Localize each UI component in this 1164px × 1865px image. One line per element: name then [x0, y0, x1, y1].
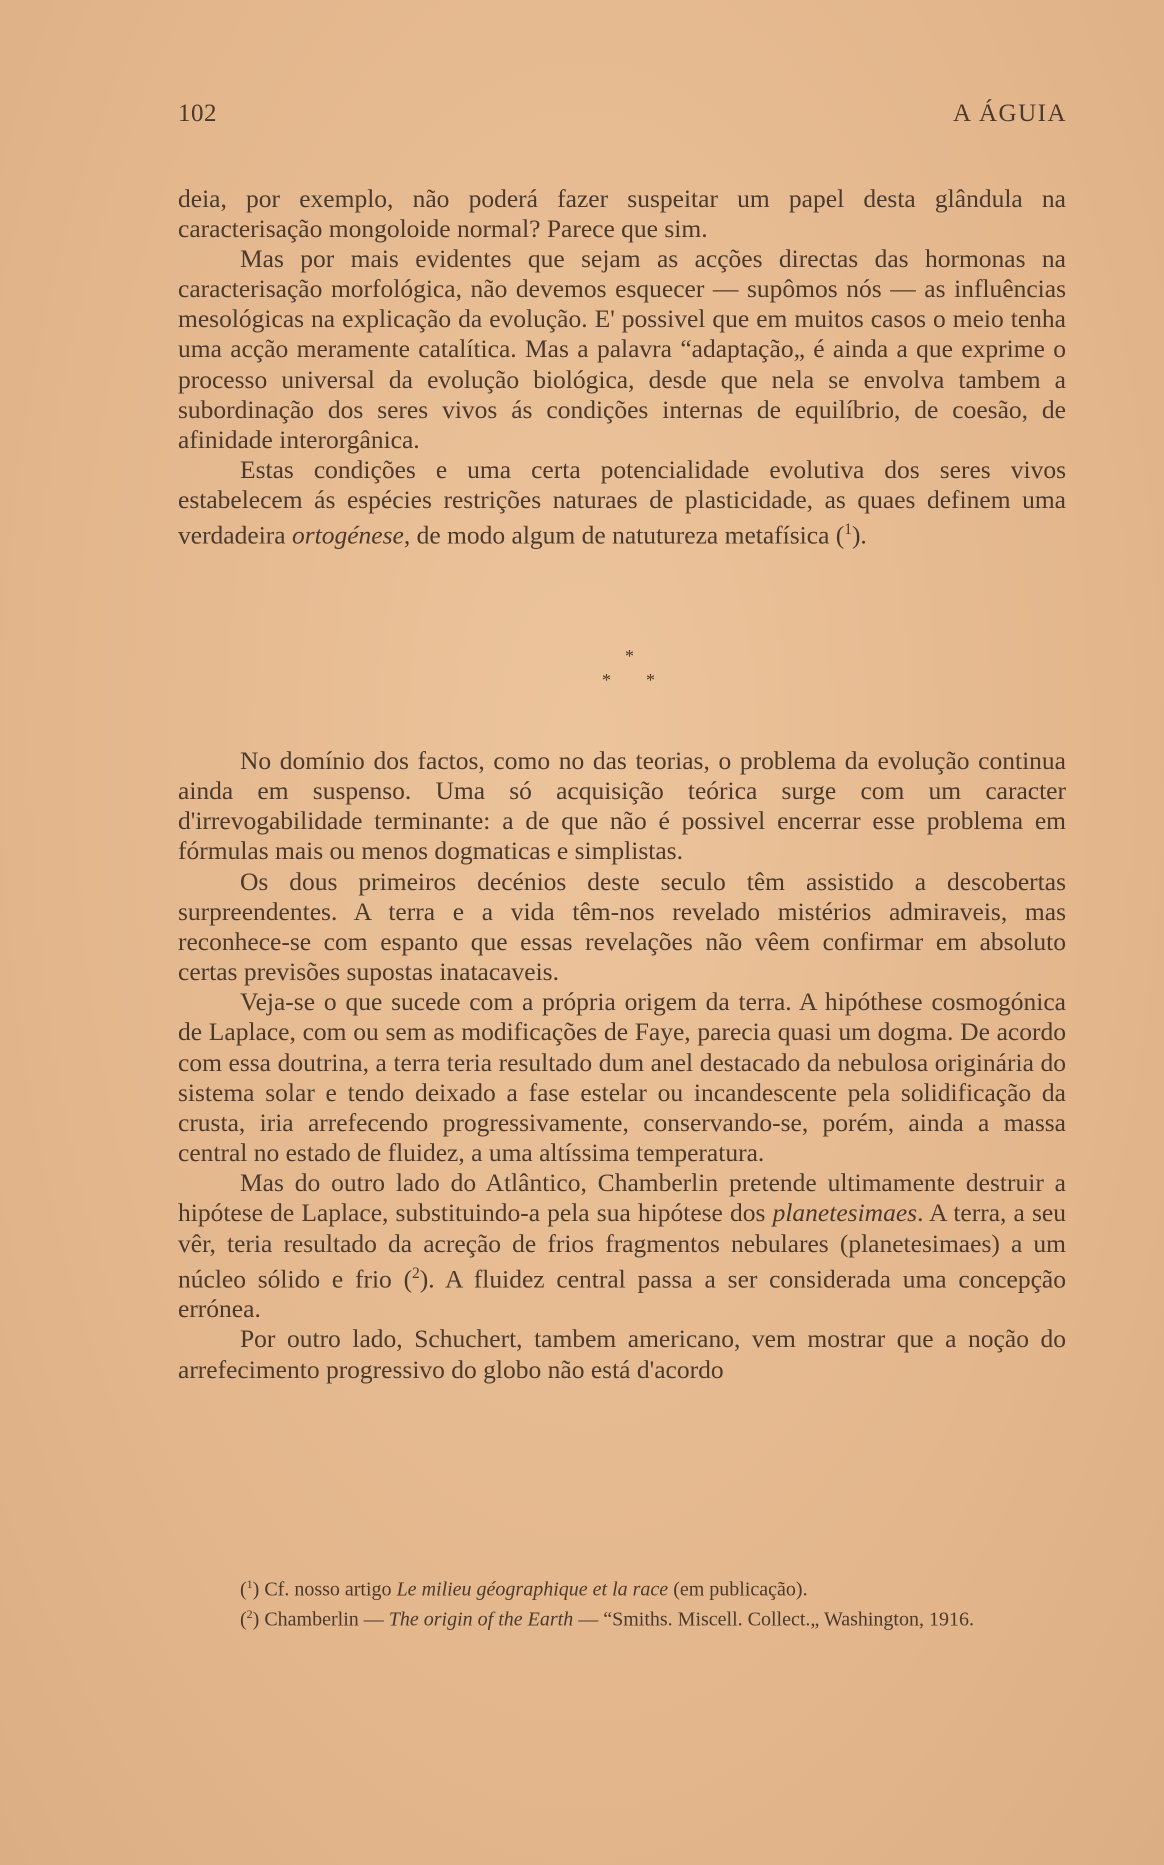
paragraph-text: ). [851, 520, 867, 550]
italic-title: The origin of the Earth [388, 1608, 574, 1631]
paragraph-text: Mas do outro lado do Atlântico, Chamberlin pretende ultimamente destruir a hipótese de Laplace, substituindo-a pela sua hipótese dos [178, 1168, 1066, 1228]
asterisk: * [602, 670, 611, 690]
footnote-text: — “Smiths. Miscell. Collect.„ Washington, 1916. [573, 1608, 974, 1631]
page-number: 102 [178, 100, 217, 127]
paragraph-text: ). A fluidez central passa a ser considerada uma concepção errónea. [178, 1264, 1066, 1324]
paragraph-text: , de modo algum de natutureza metafísica ( [403, 520, 845, 550]
footnote-ref: 1 [844, 521, 852, 539]
paragraph-orthogenesis [178, 455, 1066, 551]
paragraph-discoveries: Os dous primeiros decénios deste seculo têm assistido a descobertas surpreendentes. A terra e a vida têm-nos revelado mistérios admiraveis, mas reconhece-se com espanto que essas revelações não vêem confirmar em absoluto certas previsões supostas inatacaveis. [178, 866, 1066, 987]
italic-title: Le milieu géographique et la race [396, 1578, 669, 1601]
paragraph-laplace: Veja-se o que sucede com a própria origem da terra. A hipóthese cosmogónica de Laplace, com ou sem as modificações de Faye, parecia quasi um dogma. De acordo com essa doutrina, a terra teria resultado dum anel destacado da nebulosa originária do sistema solar e tendo deixado a fase estelar ou incandescente pela solidificação da crusta, iria arrefecendo progressivamente, conservando-se, porém, ainda a massa central no estado de fluidez, a uma altíssima temperatura. [178, 987, 1066, 1168]
footnote-text: (em publicação). [668, 1578, 808, 1601]
journal-title: A ÁGUIA [953, 100, 1067, 127]
footnotes [178, 1572, 1066, 1631]
paragraph-evolution-problem: No domínio dos factos, como no das teorias, o problema da evolução continua ainda em suspenso. Uma só acquisição teórica surge com um caracter d'irrevogabilidade terminante: a de que não é possivel encerrar esse problema em fórmulas mais ou menos dogmaticas e simplistas. [178, 746, 1066, 866]
running-head [178, 100, 1067, 136]
footnote-ref: 2 [412, 1264, 420, 1282]
paragraph-text: . A terra, a seu vêr, teria resultado da acreção de frios fragmentos nebulares (planetesimaes) a um núcleo sólido e frio ( [178, 1198, 1067, 1294]
paragraph-hormones: Mas por mais evidentes que sejam as acções directas das hormonas na caracterisação morfológica, não devemos esquecer — supômos nós — as influências mesológicas na explicação da evolução. E' possivel que em muitos casos o meio tenha uma acção meramente catalítica. Mas a palavra “adaptação„ é ainda a que exprime o processo universal da evolução biológica, desde que nela se envolva tambem a subordinação dos seres vivos ás condições internas de equilíbrio, de coesão, de afinidade interorgânica. [178, 244, 1066, 454]
footnote-number: 2 [246, 1606, 253, 1621]
paragraph-text: Estas condições e uma certa potencialidade evolutiva dos seres vivos estabelecem ás espécies restrições naturaes de plasticidade, as quaes definem uma verdadeira [178, 454, 1066, 550]
paragraph-continuation: deia, por exemplo, não poderá fazer suspeitar um papel desta glândula na caracterisação mongoloide normal? Parece que sim. [178, 184, 1066, 244]
footnote-1: ($^1$) Cf. nosso artigo Le milieu géographique et la race (em publicação). [240, 1577, 808, 1601]
footnote-2: ($^2$) Chamberlin — The origin of the Earth — “Smiths. Miscell. Collect.„ Washington, 1916. [240, 1606, 974, 1631]
paragraph-schuchert: Por outro lado, Schuchert, tambem americano, vem mostrar que a noção do arrefecimento progressivo do globo não está d'acordo [178, 1324, 1066, 1384]
section-break-asterism [578, 646, 658, 696]
asterisk: * [625, 646, 634, 666]
footnote-text: ) Cf. nosso artigo [252, 1578, 397, 1601]
asterisk: * [646, 670, 655, 690]
paragraph-chamberlin [178, 1168, 1066, 1324]
body-section-1 [178, 184, 1066, 551]
italic-term: planetesimaes [772, 1198, 918, 1228]
body-section-2 [178, 746, 1066, 1385]
footnote-number: 1 [246, 1577, 253, 1591]
footnote-text: ) Chamberlin — [252, 1608, 389, 1631]
italic-term: ortogénese [291, 520, 404, 550]
